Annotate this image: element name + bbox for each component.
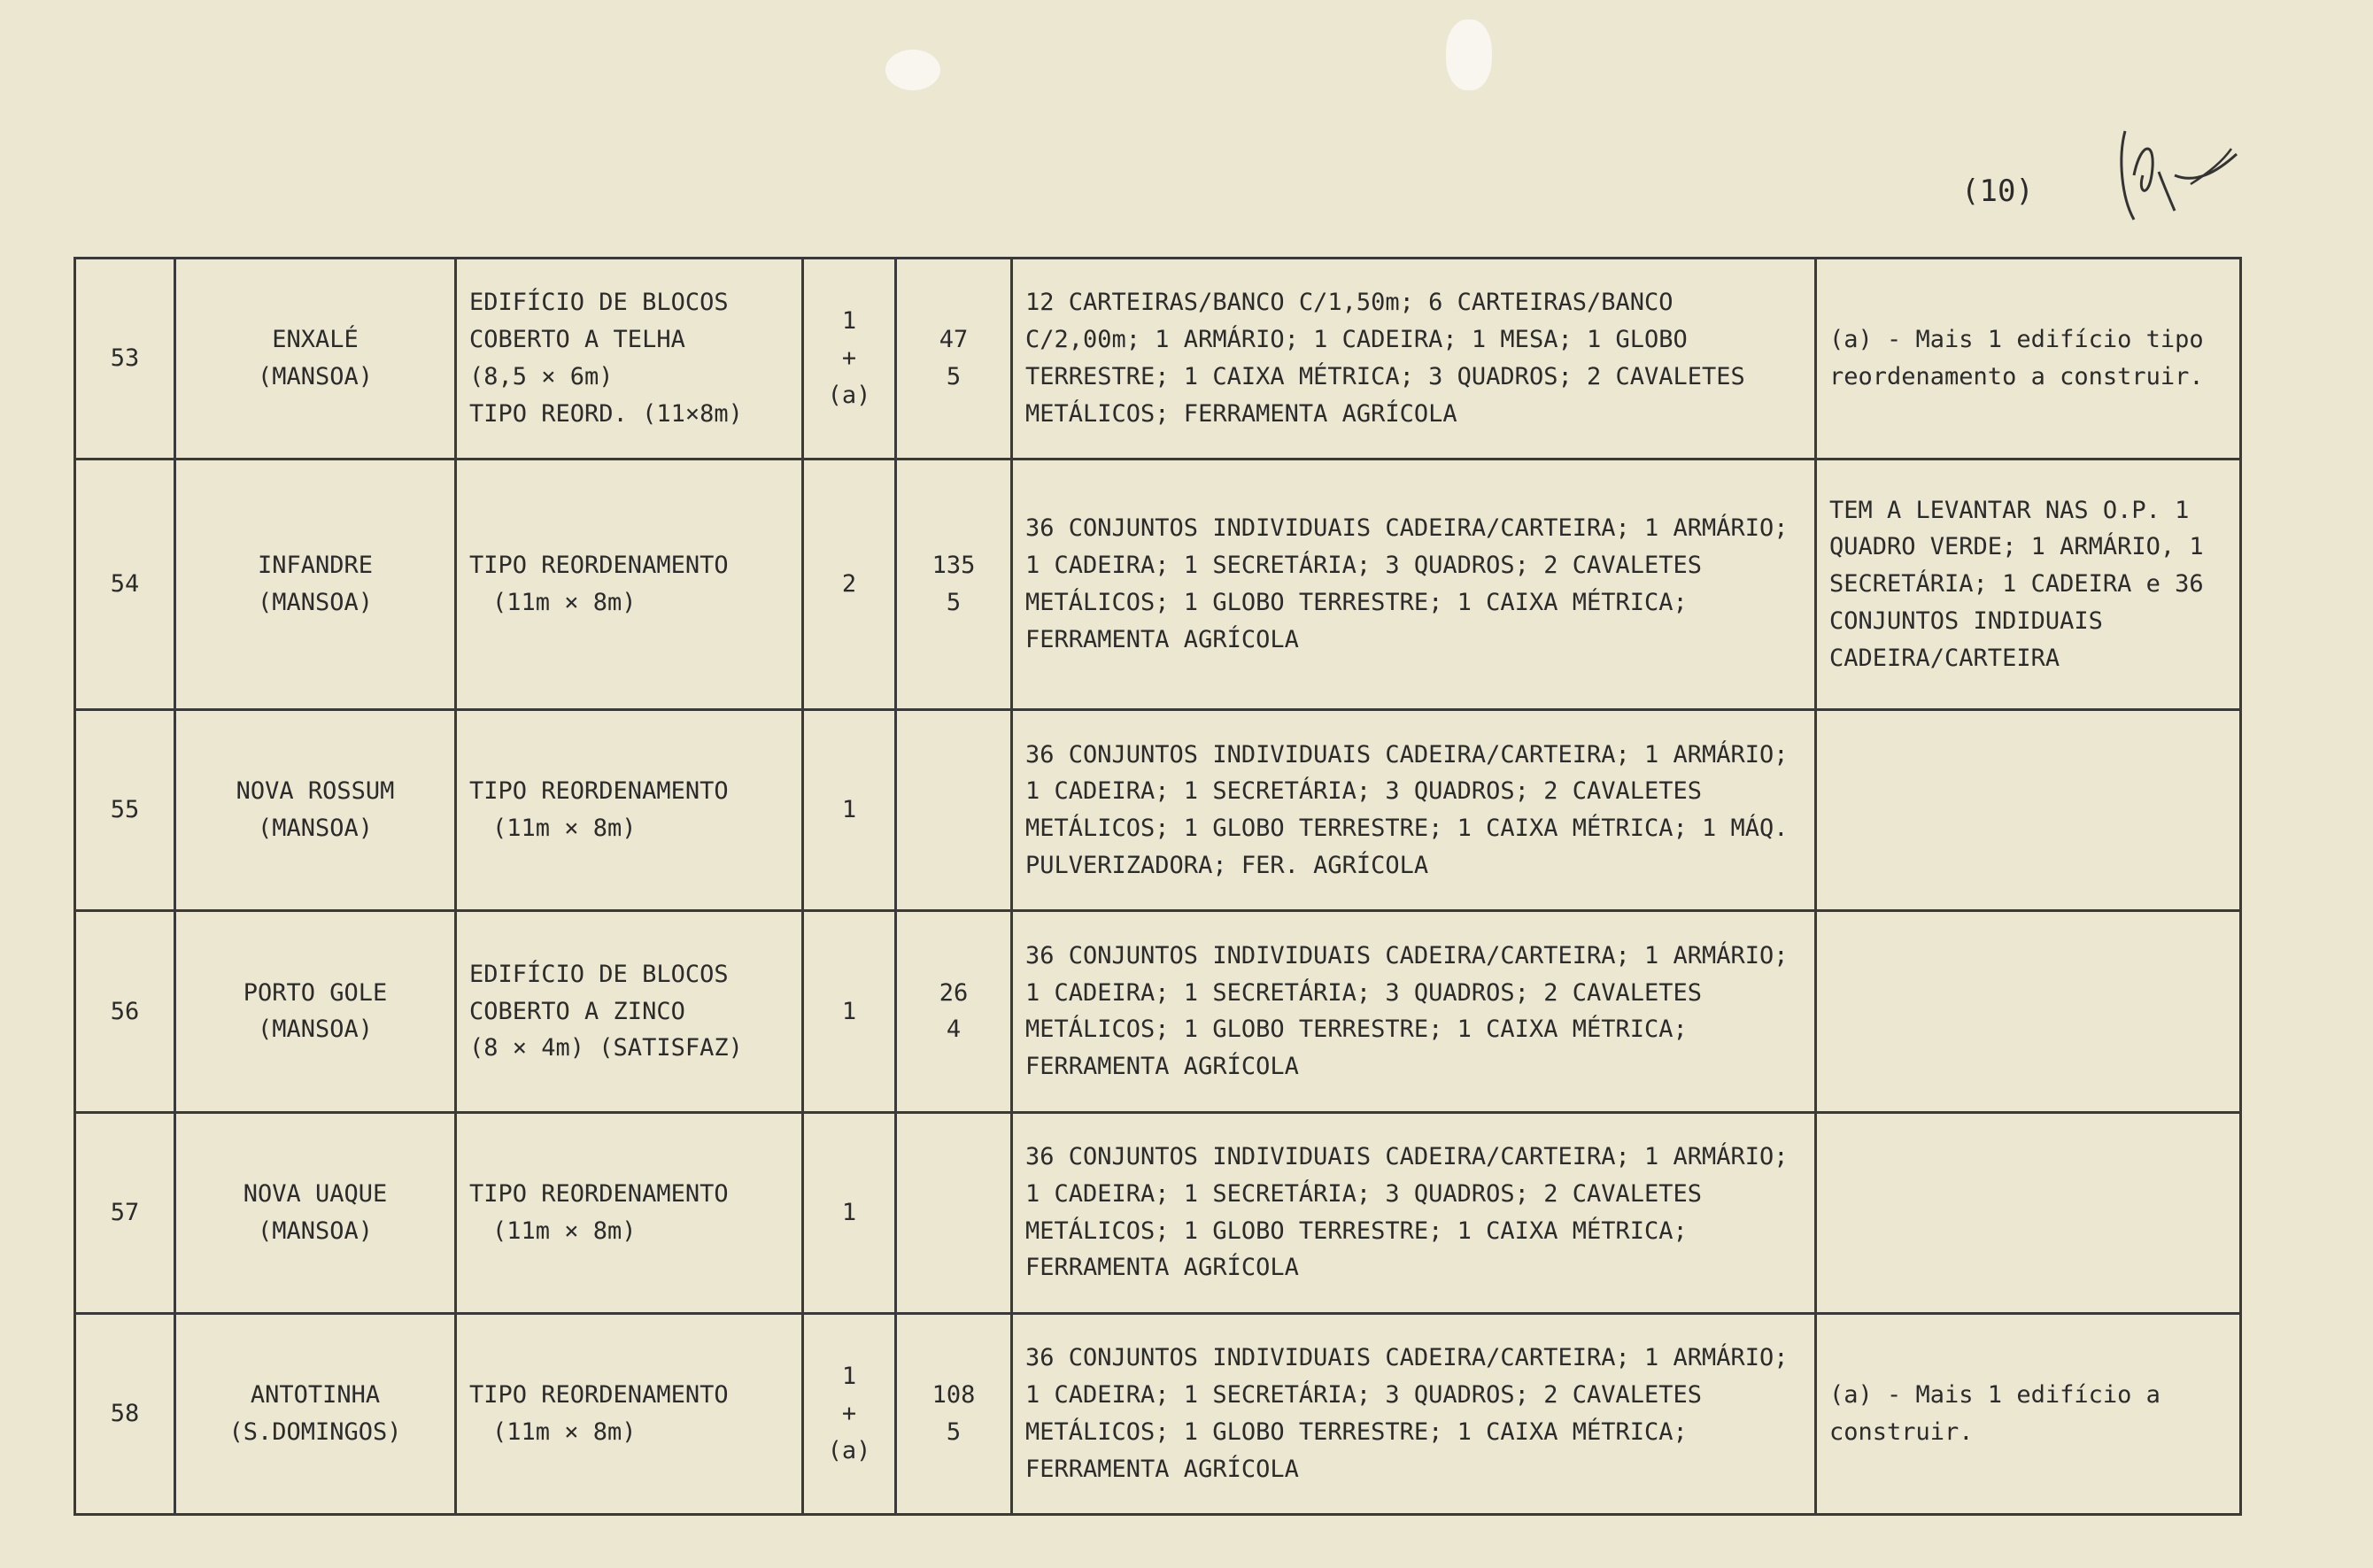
cell-line: TEM A LEVANTAR NAS O.P. 1 QUADRO VERDE; 1 ARMÁRIO, 1 SECRETÁRIA; 1 CADEIRA e 36 CONJUNTOS INDIDUAIS CADEIRA/CARTEIRA bbox=[1829, 496, 2204, 672]
building-cell bbox=[456, 710, 803, 911]
pupils-cell bbox=[896, 1112, 1012, 1313]
location-cell bbox=[175, 259, 456, 460]
cell-line: + bbox=[841, 344, 857, 373]
table-row bbox=[75, 259, 2241, 460]
equipment-cell bbox=[1012, 1112, 1816, 1313]
table-row bbox=[75, 1112, 2241, 1313]
cell-line: (MANSOA) bbox=[257, 1217, 374, 1245]
cell-line: 54 bbox=[110, 570, 140, 599]
cell-line: + bbox=[841, 1399, 857, 1427]
cell-line: 1 bbox=[841, 796, 857, 824]
cell-line: (8 × 4m) (SATISFAZ) bbox=[469, 1034, 743, 1062]
cell-line: 135 bbox=[931, 552, 976, 580]
location-cell bbox=[175, 460, 456, 710]
row-number bbox=[75, 460, 175, 710]
equipment-cell bbox=[1012, 1313, 1816, 1514]
pupils-cell bbox=[896, 259, 1012, 460]
location-cell bbox=[175, 1313, 456, 1514]
cell-line: 36 CONJUNTOS INDIVIDUAIS CADEIRA/CARTEIRA; 1 ARMÁRIO; 1 CADEIRA; 1 SECRETÁRIA; 3 QUADROS; 2 CAVALETES METÁLICOS; 1 GLOBO TERRESTRE; 1 CAIXA MÉTRICA; FERRAMENTA AGRÍCOLA bbox=[1025, 1142, 1789, 1282]
location-cell bbox=[175, 1112, 456, 1313]
cell-line: COBERTO A TELHA bbox=[469, 326, 685, 354]
room-count-cell bbox=[803, 911, 896, 1112]
cell-line: (MANSOA) bbox=[257, 1016, 374, 1044]
cell-line: 1 bbox=[841, 997, 857, 1025]
punch-hole-left bbox=[885, 50, 940, 90]
cell-line: 5 bbox=[946, 1417, 962, 1446]
cell-line: (a) bbox=[827, 1436, 871, 1464]
cell-line: (MANSOA) bbox=[257, 815, 374, 843]
cell-line: 57 bbox=[110, 1198, 140, 1226]
room-count-cell bbox=[803, 460, 896, 710]
row-number bbox=[75, 259, 175, 460]
row-number bbox=[75, 1112, 175, 1313]
observations-cell bbox=[1816, 1112, 2241, 1313]
building-cell bbox=[456, 911, 803, 1112]
cell-line: 36 CONJUNTOS INDIVIDUAIS CADEIRA/CARTEIRA; 1 ARMÁRIO; 1 CADEIRA; 1 SECRETÁRIA; 3 QUADROS; 2 CAVALETES METÁLICOS; 1 GLOBO TERRESTRE; 1 CAIXA MÉTRICA; FERRAMENTA AGRÍCOLA bbox=[1025, 1344, 1789, 1483]
cell-line: TIPO REORDENAMENTO bbox=[469, 1179, 729, 1208]
cell-line: 4 bbox=[946, 1016, 962, 1044]
cell-line: (a) - Mais 1 edifício tipo reordenamento a construir. bbox=[1829, 326, 2204, 391]
row-number bbox=[75, 1313, 175, 1514]
cell-line: 5 bbox=[946, 589, 962, 617]
equipment-cell bbox=[1012, 460, 1816, 710]
building-cell bbox=[456, 1313, 803, 1514]
equipment-cell bbox=[1012, 911, 1816, 1112]
cell-line: (8,5 × 6m) bbox=[469, 363, 614, 391]
cell-line: 58 bbox=[110, 1399, 140, 1427]
pupils-cell bbox=[896, 460, 1012, 710]
cell-line: 12 CARTEIRAS/BANCO C/1,50m; 6 CARTEIRAS/BANCO C/2,00m; 1 ARMÁRIO; 1 CADEIRA; 1 MESA; 1 GLOBO TERRESTRE; 1 CAIXA MÉTRICA; 3 QUADROS; 2 CAVALETES METÁLICOS; FERRAMENTA AGRÍCOLA bbox=[1025, 289, 1745, 428]
cell-line: 26 bbox=[939, 978, 969, 1007]
cell-line: COBERTO A ZINCO bbox=[469, 997, 685, 1025]
cell-line: TIPO REORDENAMENTO bbox=[469, 777, 729, 806]
cell-line: NOVA ROSSUM bbox=[236, 777, 395, 806]
cell-line: ANTOTINHA bbox=[250, 1381, 381, 1410]
room-count-cell bbox=[803, 1112, 896, 1313]
punch-hole-right bbox=[1446, 19, 1492, 90]
cell-line: (11m × 8m) bbox=[492, 1417, 637, 1446]
page-number: (10) bbox=[1961, 174, 2034, 209]
cell-line: 5 bbox=[946, 363, 962, 391]
cell-line: (MANSOA) bbox=[257, 363, 374, 391]
cell-line: TIPO REORD. (11×8m) bbox=[469, 399, 743, 428]
table-row bbox=[75, 1313, 2241, 1514]
building-cell bbox=[456, 1112, 803, 1313]
cell-line: PORTO GOLE bbox=[243, 978, 388, 1007]
building-cell bbox=[456, 460, 803, 710]
cell-line: (11m × 8m) bbox=[492, 815, 637, 843]
cell-line: 36 CONJUNTOS INDIVIDUAIS CADEIRA/CARTEIRA; 1 ARMÁRIO; 1 CADEIRA; 1 SECRETÁRIA; 3 QUADROS; 2 CAVALETES METÁLICOS; 1 GLOBO TERRESTRE; 1 CAIXA MÉTRICA; 1 MÁQ. PULVERIZADORA; FER. AGRÍCOLA bbox=[1025, 740, 1789, 880]
cell-line: (a) - Mais 1 edifício a construir. bbox=[1829, 1381, 2160, 1446]
cell-line: 2 bbox=[841, 570, 857, 599]
room-count-cell bbox=[803, 710, 896, 911]
equipment-cell bbox=[1012, 259, 1816, 460]
cell-line: TIPO REORDENAMENTO bbox=[469, 552, 729, 580]
cell-line: (11m × 8m) bbox=[492, 1217, 637, 1245]
table-row bbox=[75, 710, 2241, 911]
pupils-cell bbox=[896, 710, 1012, 911]
table-row bbox=[75, 911, 2241, 1112]
observations-cell bbox=[1816, 259, 2241, 460]
room-count-cell bbox=[803, 1313, 896, 1514]
row-number bbox=[75, 911, 175, 1112]
cell-line: 36 CONJUNTOS INDIVIDUAIS CADEIRA/CARTEIRA; 1 ARMÁRIO; 1 CADEIRA; 1 SECRETÁRIA; 3 QUADROS; 2 CAVALETES METÁLICOS; 1 GLOBO TERRESTRE; 1 CAIXA MÉTRICA; FERRAMENTA AGRÍCOLA bbox=[1025, 514, 1789, 654]
table-row bbox=[75, 460, 2241, 710]
cell-line: 1 bbox=[841, 307, 857, 336]
cell-line: NOVA UAQUE bbox=[243, 1179, 388, 1208]
pupils-cell bbox=[896, 1313, 1012, 1514]
row-number bbox=[75, 710, 175, 911]
cell-line: EDIFÍCIO DE BLOCOS bbox=[469, 289, 729, 317]
cell-line: 1 bbox=[841, 1198, 857, 1226]
cell-line: (MANSOA) bbox=[257, 589, 374, 617]
cell-line: (11m × 8m) bbox=[492, 589, 637, 617]
cell-line: 53 bbox=[110, 344, 140, 373]
cell-line: 1 bbox=[841, 1363, 857, 1391]
school-inventory-table bbox=[73, 257, 2242, 1516]
cell-line: ENXALÉ bbox=[272, 326, 359, 354]
handwritten-initials bbox=[2099, 113, 2267, 237]
observations-cell bbox=[1816, 911, 2241, 1112]
cell-line: TIPO REORDENAMENTO bbox=[469, 1381, 729, 1410]
cell-line: 108 bbox=[931, 1381, 976, 1410]
equipment-cell bbox=[1012, 710, 1816, 911]
room-count-cell bbox=[803, 259, 896, 460]
cell-line: EDIFÍCIO DE BLOCOS bbox=[469, 960, 729, 988]
cell-line: 36 CONJUNTOS INDIVIDUAIS CADEIRA/CARTEIRA; 1 ARMÁRIO; 1 CADEIRA; 1 SECRETÁRIA; 3 QUADROS; 2 CAVALETES METÁLICOS; 1 GLOBO TERRESTRE; 1 CAIXA MÉTRICA; FERRAMENTA AGRÍCOLA bbox=[1025, 941, 1789, 1081]
cell-line: 55 bbox=[110, 796, 140, 824]
building-cell bbox=[456, 259, 803, 460]
observations-cell bbox=[1816, 1313, 2241, 1514]
location-cell bbox=[175, 911, 456, 1112]
cell-line: INFANDRE bbox=[257, 552, 374, 580]
cell-line: 47 bbox=[939, 326, 969, 354]
cell-line: (a) bbox=[827, 382, 871, 410]
observations-cell bbox=[1816, 460, 2241, 710]
pupils-cell bbox=[896, 911, 1012, 1112]
cell-line: (S.DOMINGOS) bbox=[228, 1417, 402, 1446]
location-cell bbox=[175, 710, 456, 911]
observations-cell bbox=[1816, 710, 2241, 911]
cell-line: 56 bbox=[110, 997, 140, 1025]
